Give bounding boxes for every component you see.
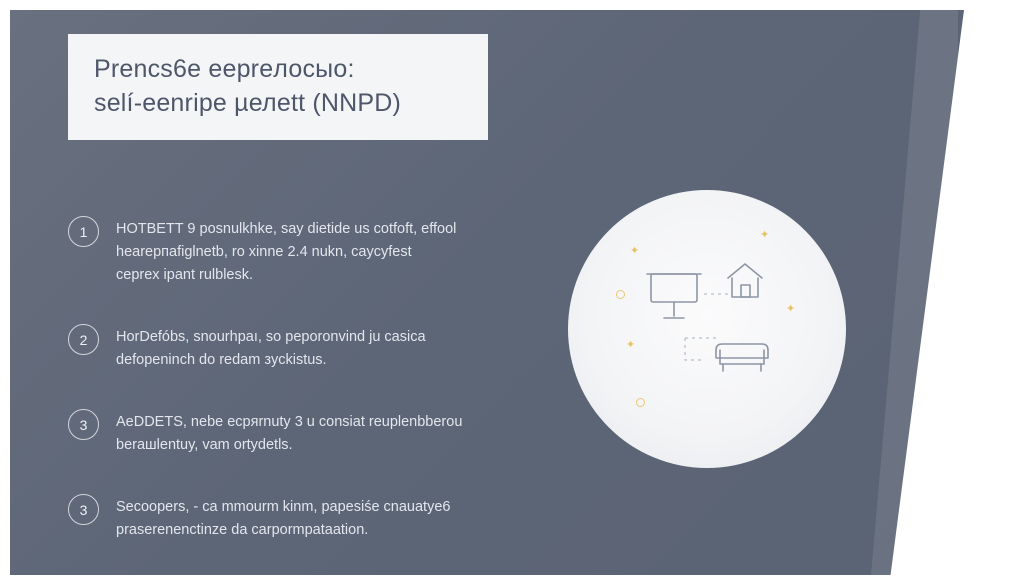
- bullet-list: [68, 215, 538, 575]
- frame-edge-right: [1014, 0, 1024, 585]
- bullet-text-line: HOTBETT 9 posnulkhke, say dietide us cotfoft, effool: [116, 221, 457, 237]
- bullet-number-badge: 3: [68, 409, 99, 440]
- page-title-line-2: selí-eenripe µелett (NNPD): [94, 89, 402, 117]
- bullet-text-line: praserenenctinze da carpormpataation.: [116, 522, 369, 538]
- list-item: [68, 323, 538, 372]
- dotted-connector: [685, 294, 728, 360]
- bullet-text-line: Secoopers, - ca mmourm kinm, papesiśe cnauatye6: [116, 499, 451, 515]
- presentation-board-icon: [647, 274, 701, 318]
- house-icon: [728, 264, 762, 297]
- bullet-text: [116, 493, 450, 542]
- bullet-text-line: HorDefóbs, snourhpaı, so peporonvind ju casica: [116, 329, 426, 345]
- bullet-text: [116, 323, 426, 372]
- bullet-number-badge: 2: [68, 324, 99, 355]
- bullet-text-line: beraшlentuy, vam ortydetls.: [116, 437, 293, 453]
- frame-edge-top: [0, 0, 1024, 10]
- sparkle-top-right-icon: ✦: [760, 229, 770, 241]
- slide-canvas: [10, 10, 1014, 575]
- list-item: [68, 215, 538, 287]
- list-item: [68, 493, 538, 542]
- sparkle-top-left-icon: ✦: [630, 245, 640, 257]
- bullet-number-badge: 3: [68, 494, 99, 525]
- bullet-text-line: defopeninch do redam зyckistus.: [116, 352, 327, 368]
- frame-edge-left: [0, 0, 10, 585]
- sparkle-right-icon: ✦: [786, 303, 796, 315]
- frame-edge-bottom: [0, 575, 1024, 585]
- bullet-text: [116, 215, 456, 287]
- illustration-circle: [568, 190, 846, 468]
- bullet-text-line: ceprex ipant rulblesk.: [116, 267, 254, 283]
- bullet-text: [116, 408, 462, 457]
- bullet-number-badge: 1: [68, 216, 99, 247]
- title-block: [68, 34, 488, 140]
- page-title-line-1: Prencs6e eepreлоcыо:: [94, 55, 355, 83]
- ring-dot-bottom-icon: [636, 398, 645, 407]
- sofa-icon: [716, 344, 768, 371]
- sparkle-bottom-left-icon: ✦: [626, 339, 636, 351]
- ring-dot-left-icon: [616, 290, 625, 299]
- bullet-text-line: AeDDETS, nebe ecpяrnuty 3 u consiat reuplenbberou: [116, 414, 463, 430]
- list-item: [68, 408, 538, 457]
- bullet-text-line: heareрпafiglnetb, ro xinne 2.4 nukn, cayсyfest: [116, 244, 412, 260]
